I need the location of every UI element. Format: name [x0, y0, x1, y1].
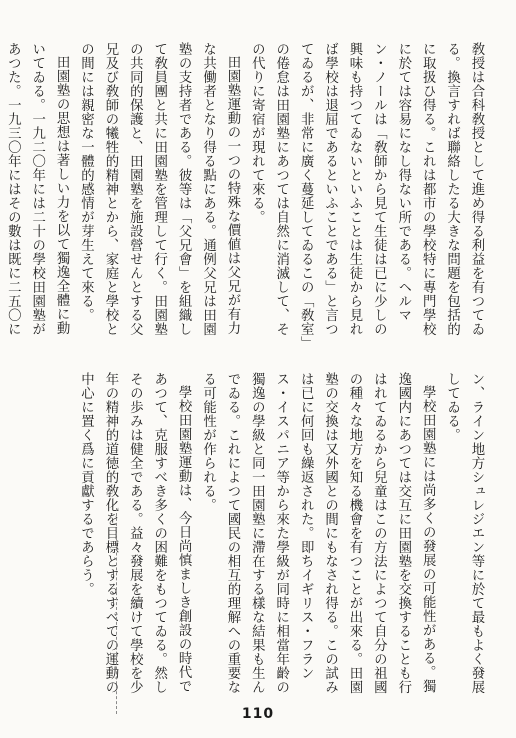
section-end-divider	[116, 508, 117, 714]
main-text-upper	[5, 42, 488, 348]
paragraph: ン、ライン地方シュレジエン等に於て最もよく發展してゐる。	[444, 372, 484, 694]
paragraph: 田園塾の思想は著しい力を以て獨逸全體に動いてゐる。一九二〇年には二十の學校田園塾があつた。一九三〇年にはその數は既に二五〇に	[5, 42, 70, 336]
paragraph: 學校田園塾運動は、今日尚慎ましき創設の時代であつて、克服すべき多くの困難をもつてゐる。然しその歩みは健全である。益々發展を續けて學校を少年の精神的道徳的敎化を目標とするすべての運動の中心に置く爲に貢獻するであらう。	[78, 372, 192, 694]
page-number: 110	[241, 706, 275, 722]
paragraph: 學校田園塾には尚多くの發展の可能性がある。獨逸國内にあつては交互に田園塾を交換することも行はれてゐるから兒童はこの方法によつて自分の祖國の種々な地方を知る機會を有つことが出來る。田園塾の交換は又外國との間にもなされ得る。この試みは已に何回も繰返された。即ちイギリス・フランス・イスパニア等から來た學級が同時に相當年齡の獨逸の學級と同一田園塾に滯在する樣な結果も生んでゐる。これによつて國民の相互的理解への重要なる可能性が作られる。	[200, 372, 436, 694]
paragraph: 田園塾運動の一つの特殊な價値は父兄が有力な共働者となり得る點にある。通例父兄は田園塾の支持者である。彼等は「父兄會」を組織して敎員團と共に田園塾を管理して行く。田園塾の共同的保護と、田園塾を施設營せんとする父兄及び敎師の犧牲的精神とから、家庭と學校との間には親密な一體的感情が芽生えて來る。	[78, 42, 240, 336]
paragraph: 敎授は合科敎授として進め得る利益を有つてゐる。換言すれば聯絡したる大きな問題を包括的に取扱ひ得る。これは都市の學校特に專門學校に於ては容易になし得ない所である。ヘルマン・ノールは「敎師から見て生徒は已に少しの興味も持つてゐないといふことは生徒から見れば學校は退屈であるといふことである」と言つてゐるが、非常に廣く蔓延してゐるこの「敎室」の倦怠は田園塾にあつては自然に消滅して、その代りに寄宿が現れて來る。	[249, 42, 484, 344]
main-text-lower	[78, 372, 488, 698]
